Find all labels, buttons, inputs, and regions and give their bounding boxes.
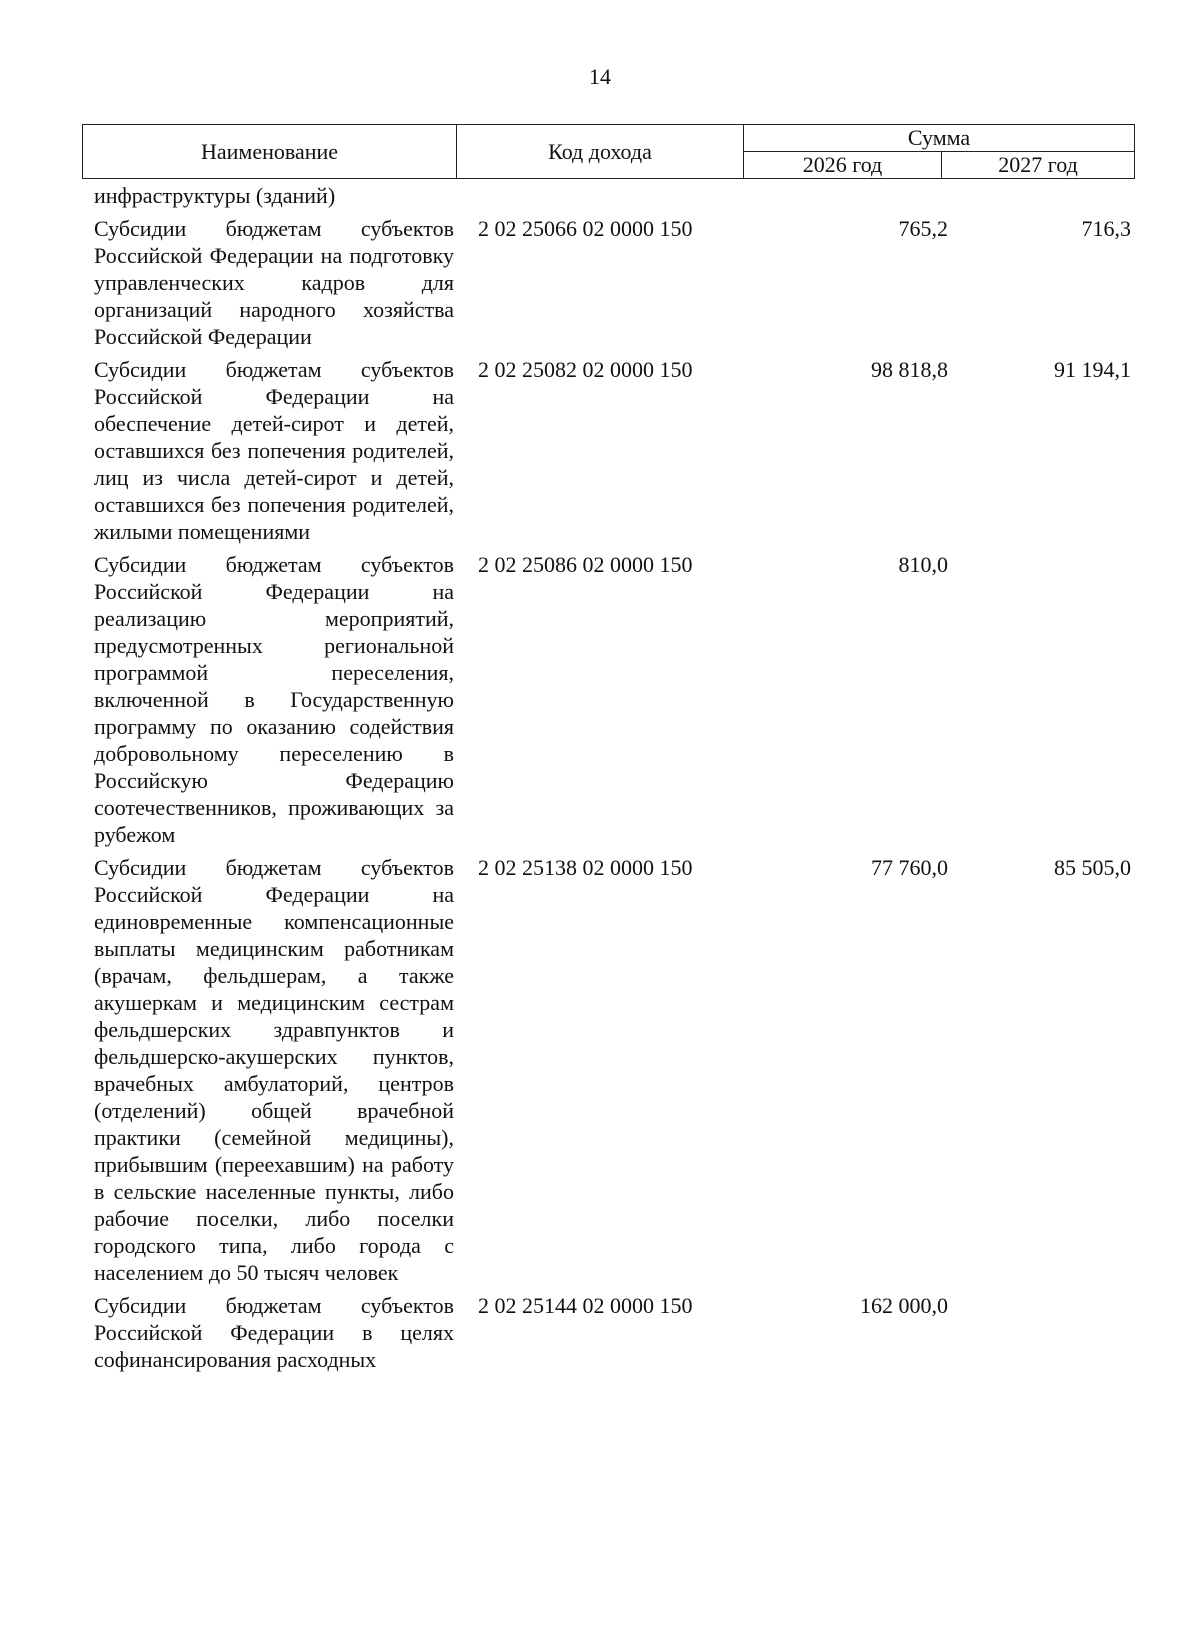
row-name: Субсидии бюджетам субъектов Российской Федерации на реализацию мероприятий, предусмотренных региональной программой переселения, включенной в Государственную программу по оказанию содействия добровольному переселению в Российскую Федерацию соотечественников, проживающих за рубежом — [94, 552, 454, 847]
table-header — [82, 124, 1135, 179]
header-name: Наименование — [83, 125, 457, 179]
row-code: 2 02 25144 02 0000 150 — [478, 1293, 693, 1318]
continuation-row — [82, 182, 1134, 209]
table-body — [82, 182, 1134, 1373]
table-row — [82, 551, 1134, 848]
row-value-2026: 162 000,0 — [860, 1293, 948, 1318]
table-row — [82, 356, 1134, 545]
header-sum: Сумма — [744, 125, 1135, 152]
row-name: Субсидии бюджетам субъектов Российской Федерации на обеспечение детей-сирот и детей, оставшихся без попечения родителей, лиц из числа детей-сирот и детей, оставшихся без попечения родителей, жилыми помещениями — [94, 357, 454, 544]
row-value-2026: 810,0 — [898, 552, 948, 577]
row-value-2027: 85 505,0 — [1054, 855, 1131, 880]
row-name: Субсидии бюджетам субъектов Российской Федерации на подготовку управленческих кадров для организаций народного хозяйства Российской Федерации — [94, 216, 454, 349]
continuation-text: инфраструктуры (зданий) — [94, 183, 336, 208]
row-value-2026: 98 818,8 — [871, 357, 948, 382]
row-code: 2 02 25082 02 0000 150 — [478, 357, 693, 382]
row-code: 2 02 25138 02 0000 150 — [478, 855, 693, 880]
header-code: Код дохода — [457, 125, 744, 179]
row-value-2026: 77 760,0 — [871, 855, 948, 880]
table-row — [82, 854, 1134, 1286]
table-row — [82, 1292, 1134, 1373]
row-code: 2 02 25086 02 0000 150 — [478, 552, 693, 577]
row-value-2027: 91 194,1 — [1054, 357, 1131, 382]
row-value-2027: 716,3 — [1081, 216, 1131, 241]
row-name: Субсидии бюджетам субъектов Российской Федерации в целях софинансирования расходных — [94, 1293, 454, 1372]
row-value-2026: 765,2 — [898, 216, 948, 241]
table-row — [82, 215, 1134, 350]
header-year-2027: 2027 год — [942, 152, 1135, 179]
page-number: 14 — [589, 64, 611, 89]
row-name: Субсидии бюджетам субъектов Российской Федерации на единовременные компенсационные выплаты медицинским работникам (врачам, фельдшерам, а также акушеркам и медицинским сестрам фельдшерских здравпунктов и фельдшерско-акушерских пунктов, врачебных амбулаторий, центров (отделений) общей врачебной практики (семейной медицины), прибывшим (переехавшим) на работу в сельские населенные пункты, либо рабочие поселки, либо поселки городского типа, либо города с населением до 50 тысяч человек — [94, 855, 454, 1285]
row-code: 2 02 25066 02 0000 150 — [478, 216, 693, 241]
header-year-2026: 2026 год — [744, 152, 942, 179]
